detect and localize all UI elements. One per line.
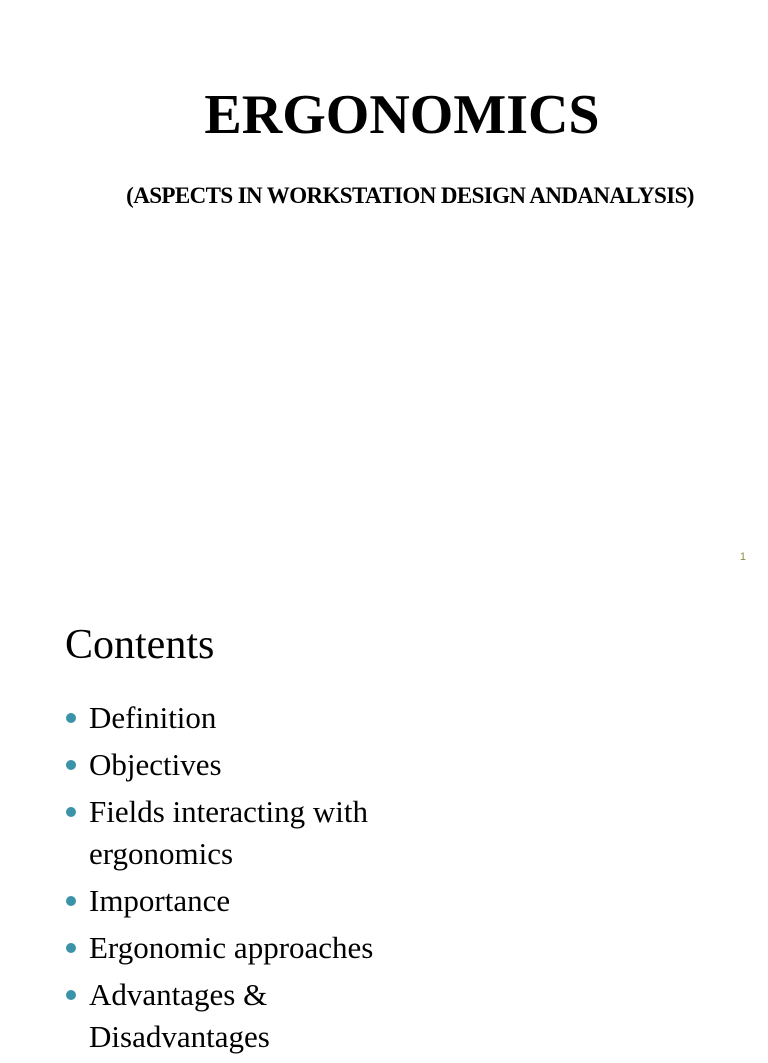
circle-bullet-icon [66, 713, 76, 723]
circle-bullet-icon [66, 760, 76, 770]
list-item [65, 744, 745, 786]
circle-bullet-icon [66, 990, 76, 1000]
list-item-label: Fields interacting with ergonomics [89, 794, 368, 871]
list-item-label: Ergonomic approaches [89, 930, 374, 965]
list-item-label: Definition [89, 700, 217, 735]
list-item [65, 880, 745, 922]
circle-bullet-icon [66, 943, 76, 953]
list-item-label: Advantages & Disadvantages [89, 977, 270, 1054]
list-item [65, 927, 745, 969]
list-item-label: Importance [89, 883, 231, 918]
contents-heading: Contents [65, 622, 215, 668]
contents-list [65, 697, 745, 1063]
slide-title: ERGONOMICS [204, 84, 600, 146]
circle-bullet-icon [66, 807, 76, 817]
page-number: 1 [739, 551, 746, 563]
circle-bullet-icon [66, 896, 76, 906]
slide-subtitle: (ASPECTS IN WORKSTATION DESIGN ANDANALYSIS) [126, 183, 694, 208]
list-item-label: Objectives [89, 747, 222, 782]
list-item [65, 791, 745, 875]
list-item [65, 974, 745, 1058]
list-item [65, 697, 745, 739]
contents-slide [0, 580, 768, 1054]
